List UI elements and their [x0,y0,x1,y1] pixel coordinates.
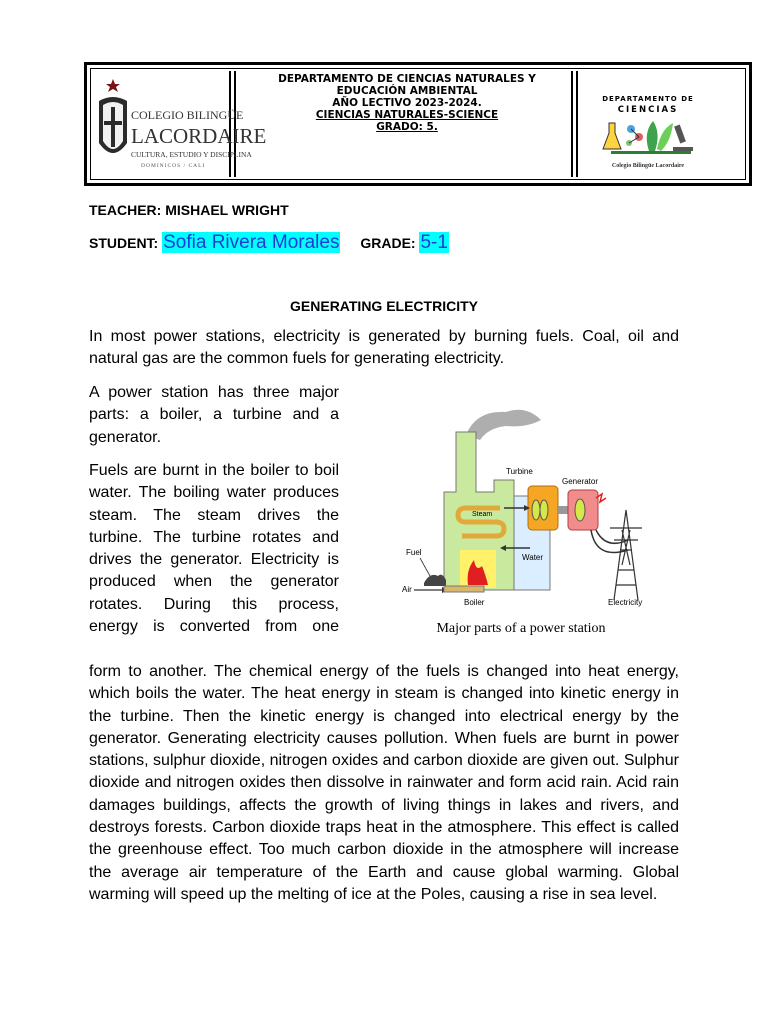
logo-text-2: LACORDAIRE [131,124,267,148]
figure-caption: Major parts of a power station [436,621,606,636]
header-line-4: CIENCIAS NATURALES-SCIENCE [315,109,499,121]
dept-logo-text-2: CIENCIAS [617,105,679,115]
paragraph-energy: form to another. The chemical energy of the fuels is changed into heat energy, which boils the water. The heat energy in steam is changed into kinetic energy in the turbine. Then the kinetic energy is changed into electrical energy by the generator. Generating electricity causes pollution. When fuels are burnt in power stations, sulphur dioxide, nitrogen oxides and carbon dioxide are given out. Sulphur dioxide and nitrogen oxides then dissolve in rainwater and form acid rain. Acid rain damages buildings, affects the growth of living things in lakes and rivers, and destroys forests. Carbon dioxide traps heat in the atmosphere. This effect is called the greenhouse effect. Too much carbon dioxide in the atmosphere will increase the average air temperature of the Earth and cause global warming. Global warming will speed up the melting of ice at the Poles, causing a rise in sea level. [89,663,679,903]
document-header [84,62,752,186]
paragraph-parts: A power station has three major parts: a boiler, a turbine and a generator. [89,384,339,446]
header-divider-right [571,71,573,177]
page-title: GENERATING ELECTRICITY [290,298,478,314]
school-logo [93,73,267,177]
label-electricity: Electricity [608,598,643,607]
header-line-2: EDUCACIÓN AMBIENTAL [336,85,478,97]
label-generator: Generator [562,477,599,486]
logo-text-3: CULTURA, ESTUDIO Y DISCIPLINA [131,150,252,159]
label-air: Air [402,585,412,594]
paragraph-process: Fuels are burnt in the boiler to boil water. The boiling water produces steam. The steam drives the turbine. The turbine rotates and drives the generator. Electricity is produced when the generator rotates. During this process, energy is converted from one [89,462,339,636]
header-line-1: DEPARTAMENTO DE CIENCIAS NATURALES Y [278,73,536,85]
dept-logo-text-1: DEPARTAMENTO DE [602,95,694,103]
teacher-name: TEACHER: MISHAEL WRIGHT [89,202,289,218]
logo-text-4: DOMINICOS / CALI [141,163,206,169]
power-station-diagram [396,400,656,620]
label-turbine: Turbine [506,467,533,476]
paragraph-intro: In most power stations, electricity is generated by burning fuels. Coal, oil and natural gas are the common fuels for generating electricity. [89,328,679,368]
label-boiler: Boiler [464,598,485,607]
label-fuel: Fuel [406,548,422,557]
student-label: STUDENT: [89,235,159,251]
logo-text-1: COLEGIO BILINGÜE [131,108,244,122]
grade-value: 5-1 [420,232,448,253]
label-water: Water [522,553,544,562]
header-line-3: AÑO LECTIVO 2023-2024. [332,97,482,109]
header-title-block [257,73,557,133]
header-divider-right-2 [576,71,578,177]
student-name: Sofia Rivera Morales [163,232,340,253]
grade-label: GRADE: [360,235,416,251]
science-department-logo [591,71,705,175]
label-steam: Steam [472,511,493,518]
student-line [89,232,449,254]
header-line-5: GRADO: 5. [376,121,438,133]
dept-logo-text-3: Colegio Bilingüe Lacordaire [611,163,685,169]
